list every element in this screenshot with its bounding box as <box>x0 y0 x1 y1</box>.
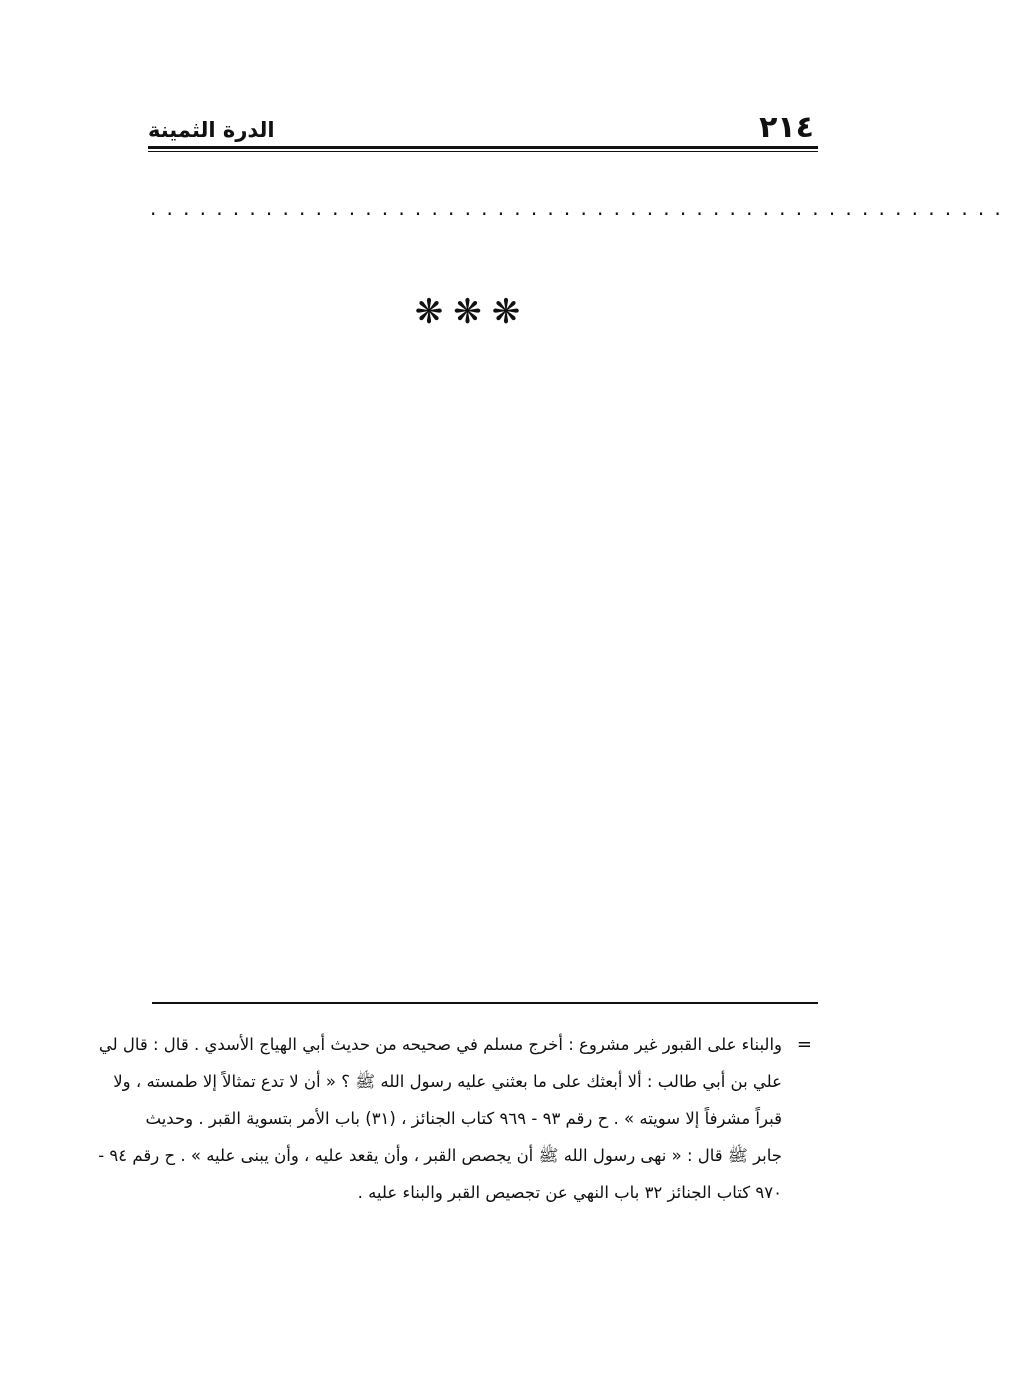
footnote-line-text: جابر ﷺ قال : « نهى رسول الله ﷺ أن يجصص القبر ، وأن يقعد عليه ، وأن يبنى عليه » . ح رقم ٩٤ - <box>98 1146 782 1165</box>
footnote-line <box>98 1026 812 1063</box>
header-rule-thick <box>148 146 818 149</box>
footnote-rule <box>152 1002 818 1004</box>
footnote-line <box>145 1100 810 1137</box>
footnote-line <box>98 1137 810 1174</box>
page-header <box>148 108 818 148</box>
header-rule-thin <box>148 151 818 152</box>
footnote-line <box>150 1174 810 1211</box>
footnote-line-text: والبناء على القبور غير مشروع : أخرج مسلم في صحيحه من حديث أبي الهياج الأسدي . قال : قال لي <box>98 1035 782 1054</box>
page-number: ٢١٤ <box>759 110 814 145</box>
footnote-line-text: علي بن أبي طالب : ألا أبعثك على ما بعثني عليه رسول الله ﷺ ؟ « أن لا تدع تمثالاً إلا طمسته ، ولا <box>113 1072 782 1091</box>
ellipsis-line: .................................................... <box>150 196 1011 220</box>
section-separator: ❋❋❋ <box>414 292 531 332</box>
running-title: الدرة الثمينة <box>148 118 275 142</box>
footnote <box>98 1026 812 1211</box>
footnote-line-text: ٩٧٠ كتاب الجنائز ٣٢ باب النهي عن تجصيص القبر والبناء عليه . <box>357 1183 782 1202</box>
footnote-line-text: قبراً مشرفاً إلا سويته » . ح رقم ٩٣ - ٩٦٩ كتاب الجنائز ، (٣١) باب الأمر بتسوية القبر . وحديث <box>145 1109 782 1128</box>
continuation-mark: = <box>796 1034 812 1055</box>
footnote-line <box>113 1063 810 1100</box>
